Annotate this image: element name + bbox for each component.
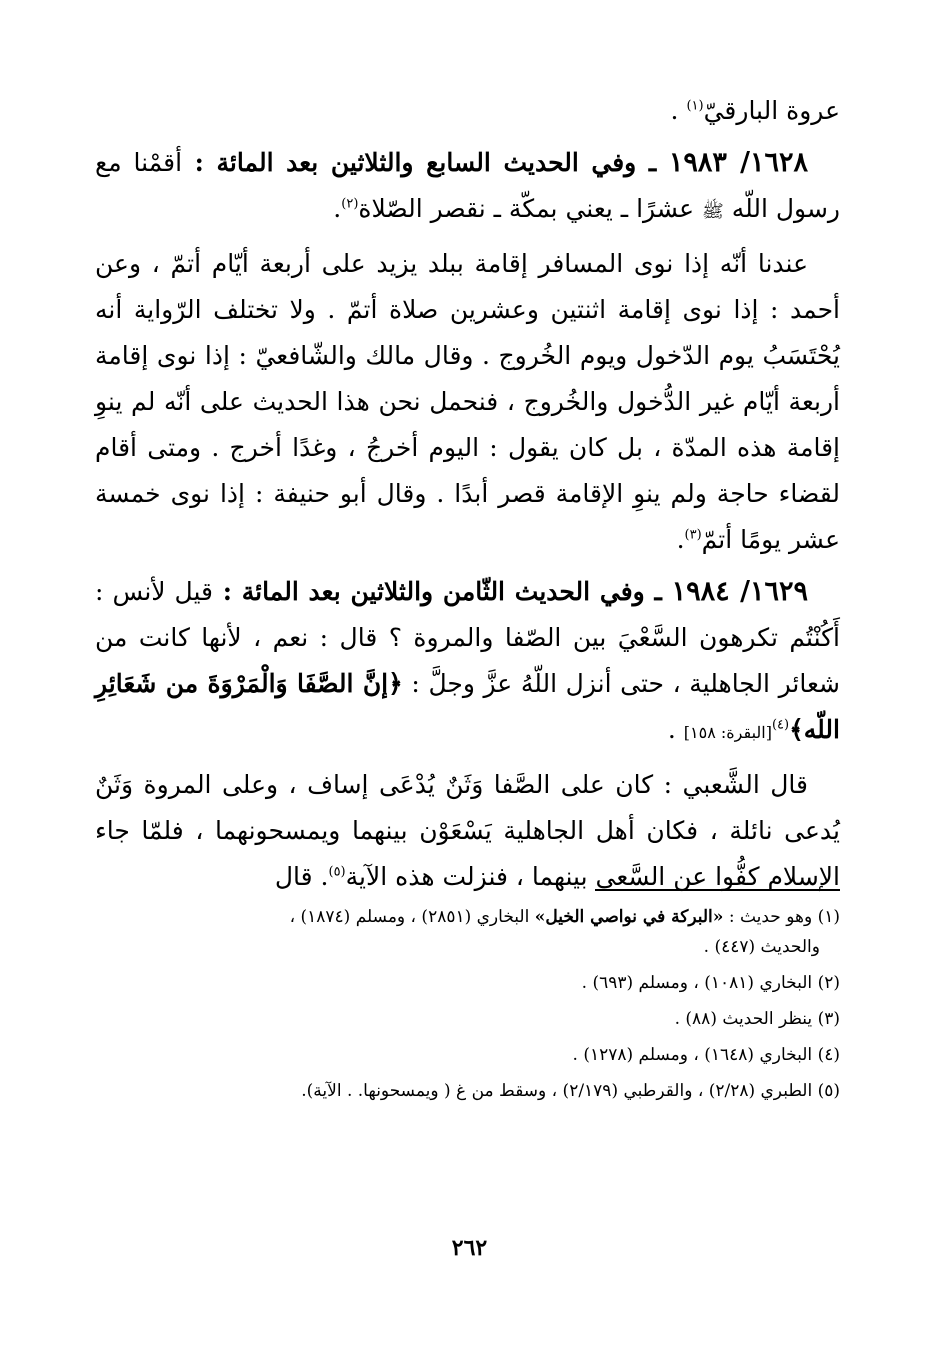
hadith-heading: وفي الحديث السابع والثلاثين بعد المائة bbox=[216, 148, 637, 177]
footnote-ref: (١) bbox=[686, 98, 704, 114]
footnote-text: ينظر الحديث (٨٨) . bbox=[674, 1009, 813, 1029]
commentary-end: . bbox=[676, 525, 685, 554]
hadith-colon: : bbox=[212, 577, 242, 606]
hadith-separator: ـ bbox=[636, 148, 669, 177]
footnote-separator-rule bbox=[595, 889, 840, 891]
hadith-text-2: عشرًا ـ يعني بمكّة ـ نقصر الصّلاة bbox=[358, 194, 695, 223]
hadith-end: . bbox=[667, 715, 684, 744]
footnote-number: (٤) bbox=[817, 1045, 840, 1065]
paragraph-end: . قال bbox=[274, 862, 329, 891]
footnote-5 bbox=[95, 1076, 840, 1106]
hadith-text: قيل لأنس : أَكُنْتُم تكرهون السَّعْيَ بين الصّفا والمروة ؟ قال : نعم ، لأنها كانت من شعائر الجاهلية ، حتى أنزل اللّهُ عزَّ وجلَّ : bbox=[95, 577, 840, 698]
footnote-text: الطبري (٢/٢٨) ، والقرطبي (٢/١٧٩) ، وسقط من غ ( ويمسحونها. . الآية). bbox=[301, 1081, 813, 1101]
quran-verse: ﴿إنَّ الصَّفَا وَالْمَرْوَةَ من شَعَائِرِ اللّه﴾ bbox=[95, 669, 840, 744]
footnote-number: (٣) bbox=[817, 1009, 840, 1029]
hadith-separator: ـ bbox=[644, 577, 672, 606]
paragraph-end: . bbox=[670, 96, 687, 125]
page-number: ٢٦٢ bbox=[451, 1235, 488, 1261]
footnote-ref: (٤) bbox=[771, 717, 790, 733]
paragraph-text: قال الشَّعبي : كان على الصَّفا وَثَنٌ يُدْعَى إساف ، وعلى المروة وَثَنٌ يُدعى نائلة ، فكان أهل الجاهلية يَسْعَوْن بينهما ويمسحونهما ، فلمّا جاء الإسلام كفُّوا عن السَّعي بينهما ، فنزلت هذه الآية bbox=[95, 770, 840, 891]
salutation-glyph: ﷺ bbox=[702, 201, 724, 222]
footnote-text-2: البخاري (٢٨٥١) ، ومسلم (١٨٧٤) ، bbox=[289, 907, 530, 927]
footnote-2 bbox=[95, 968, 840, 998]
hadith-text: أقمْنا مع رسول اللّه bbox=[95, 148, 840, 223]
hadith-number: ١٦٢٨/ ١٩٨٣ bbox=[668, 147, 809, 178]
footnote-ref: (٢) bbox=[341, 196, 359, 212]
footnote-area bbox=[95, 0, 840, 1358]
footnote-text: البخاري (١٦٤٨) ، ومسلم (١٢٧٨) . bbox=[572, 1045, 813, 1065]
paragraph-text: عروة البارقيّ bbox=[703, 96, 840, 125]
footnote-4 bbox=[95, 1040, 840, 1070]
footnote-text: البخاري (١٠٨١) ، ومسلم (٦٩٣) . bbox=[581, 973, 813, 993]
hadith-end: . bbox=[333, 194, 342, 223]
footnote-continuation: والحديث (٤٤٧) . bbox=[703, 937, 820, 957]
footnote-ref: (٥) bbox=[328, 864, 346, 880]
footnote-number: (١) bbox=[817, 907, 840, 927]
footnote-3 bbox=[95, 1004, 840, 1034]
hadith-number: ١٦٢٩/ ١٩٨٤ bbox=[671, 576, 808, 607]
hadith-colon: : bbox=[182, 148, 217, 177]
footnote-hadith-title: «البركة في نواصي الخيل» bbox=[534, 907, 724, 927]
footnote-number: (٢) bbox=[817, 973, 840, 993]
footnote-1 bbox=[95, 902, 840, 962]
footnotes bbox=[95, 902, 840, 1112]
footnote-number: (٥) bbox=[817, 1081, 840, 1101]
hadith-heading: وفي الحديث الثّامن والثلاثين بعد المائة bbox=[241, 577, 645, 606]
commentary-text: عندنا أنّه إذا نوى المسافر إقامة ببلد يزيد على أربعة أيّام أتمّ ، وعن أحمد : إذا نوى إقامة اثنتين وعشرين صلاة أتمّ . ولا تختلف الرّواية أنه يُحْتَسَبُ يوم الدّخول ويوم الخُروج . وقال مالك والشّافعيّ : إذا نوى إقامة أربعة أيّام غير الدُّخول والخُروج ، فنحمل نحن هذا الحديث على أنّه لم ينوِ إقامة هذه المدّة ، بل كان يقول : اليوم أخرجُ ، وغدًا أخرج . ومتى أقام لقضاء حاجة ولم ينوِ الإقامة قصر أبدًا . وقال أبو حنيفة : إذا نوى خمسة عشر يومًا أتمّ bbox=[95, 249, 840, 554]
footnote-text: وهو حديث : bbox=[728, 907, 813, 927]
footnote-ref: (٣) bbox=[684, 527, 702, 543]
surah-reference: [البقرة: ١٥٨] bbox=[683, 723, 772, 742]
